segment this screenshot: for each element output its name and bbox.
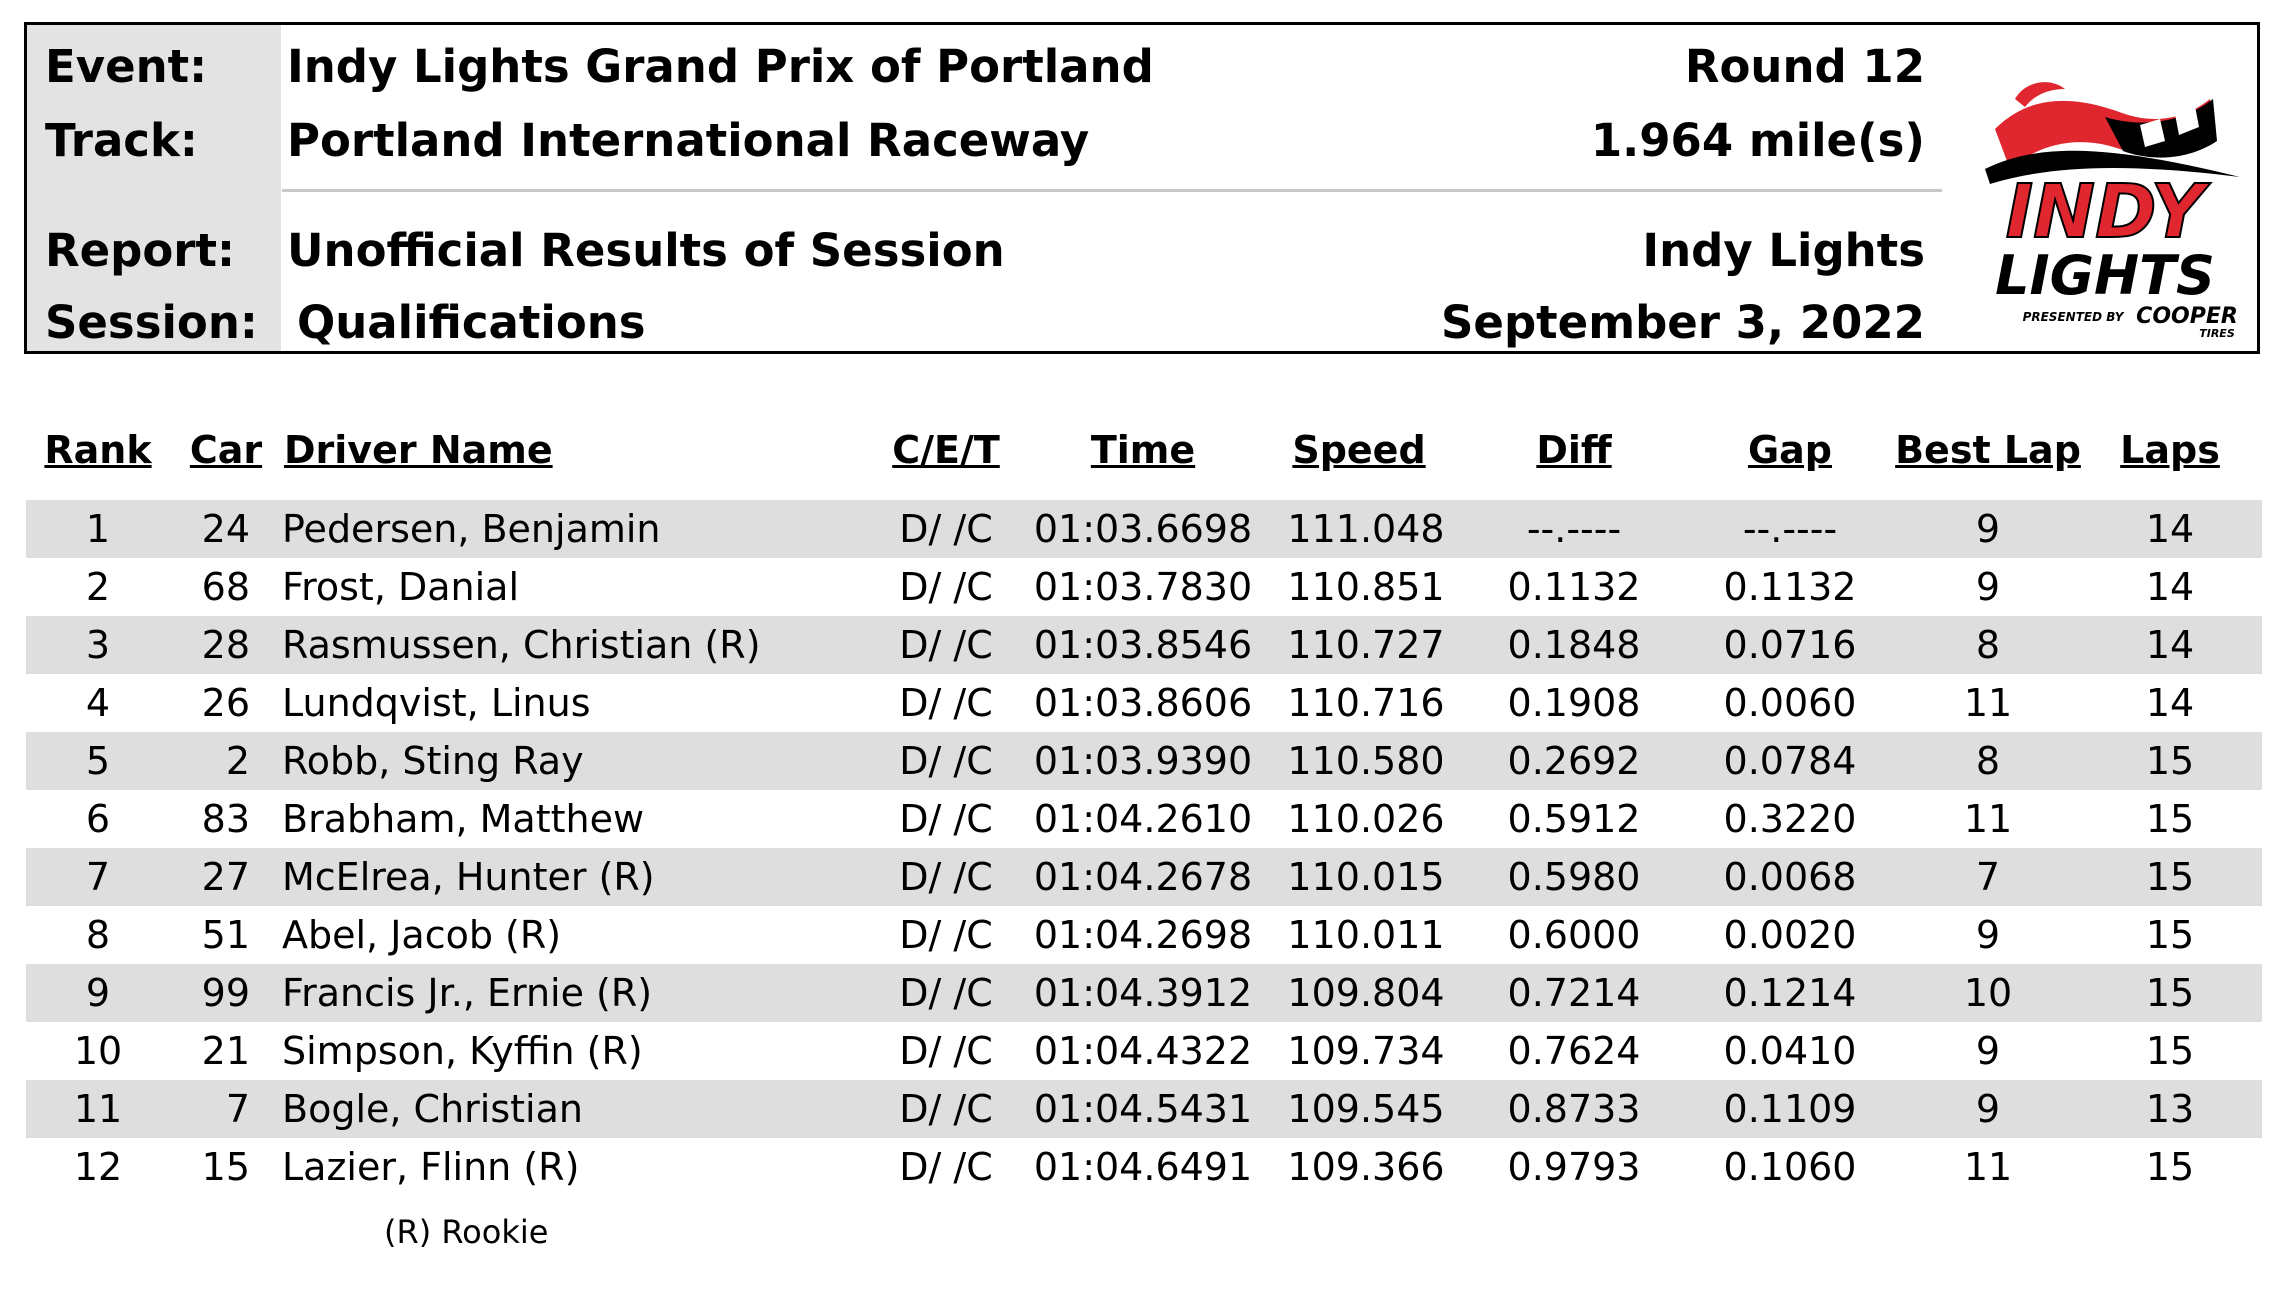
cet-cell: D/ /C <box>899 855 993 899</box>
gap-cell: 0.0410 <box>1723 1029 1857 1073</box>
driver-cell: Abel, Jacob (R) <box>282 913 562 957</box>
gap-cell: --.---- <box>1742 507 1838 551</box>
driver-cell: Bogle, Christian <box>282 1087 583 1131</box>
driver-cell: Rasmussen, Christian (R) <box>282 623 761 667</box>
gap-cell: 0.1214 <box>1723 971 1857 1015</box>
col-time-header: Time <box>1090 428 1196 472</box>
best-lap-cell: 9 <box>1975 1029 2001 1073</box>
car-cell: 15 <box>201 1145 250 1189</box>
diff-cell: 0.5912 <box>1507 797 1641 841</box>
rank-cell: 2 <box>85 565 111 609</box>
table-row <box>26 1080 2262 1138</box>
table-row <box>26 1022 2262 1080</box>
round-number: Round 12 <box>1684 40 1925 93</box>
col-rank-header: Rank <box>44 428 152 472</box>
time-cell: 01:03.7830 <box>1033 565 1253 609</box>
event-name: Indy Lights Grand Prix of Portland <box>287 40 1154 93</box>
table-row <box>26 732 2262 790</box>
speed-cell: 110.011 <box>1287 913 1445 957</box>
col-cet-header: C/E/T <box>892 428 1000 472</box>
laps-cell: 14 <box>2145 565 2195 609</box>
rank-cell: 7 <box>85 855 111 899</box>
col-speed-header: Speed <box>1292 428 1426 472</box>
driver-cell: McElrea, Hunter (R) <box>282 855 655 899</box>
col-best-lap-header: Best Lap <box>1895 428 2081 472</box>
time-cell: 01:03.9390 <box>1033 739 1253 783</box>
cet-cell: D/ /C <box>899 1145 993 1189</box>
driver-cell: Lundqvist, Linus <box>282 681 591 725</box>
time-cell: 01:04.3912 <box>1033 971 1253 1015</box>
cet-cell: D/ /C <box>899 739 993 783</box>
best-lap-cell: 10 <box>1963 971 2013 1015</box>
col-gap-header: Gap <box>1747 428 1833 472</box>
time-cell: 01:03.8606 <box>1033 681 1253 725</box>
best-lap-cell: 8 <box>1975 623 2001 667</box>
track-length: 1.964 mile(s) <box>1590 114 1925 167</box>
best-lap-cell: 9 <box>1975 507 2001 551</box>
rank-cell: 10 <box>73 1029 123 1073</box>
diff-cell: 0.1848 <box>1507 623 1641 667</box>
rank-cell: 11 <box>73 1087 123 1131</box>
driver-cell: Brabham, Matthew <box>282 797 645 841</box>
gap-cell: 0.3220 <box>1723 797 1857 841</box>
col-diff-header: Diff <box>1536 428 1612 472</box>
table-row <box>26 616 2262 674</box>
table-row <box>26 848 2262 906</box>
series-name: Indy Lights <box>1642 224 1925 277</box>
report-name: Unofficial Results of Session <box>287 224 1005 277</box>
car-cell: 68 <box>201 565 250 609</box>
rank-cell: 9 <box>85 971 111 1015</box>
speed-cell: 109.545 <box>1287 1087 1445 1131</box>
time-cell: 01:04.6491 <box>1033 1145 1253 1189</box>
rank-cell: 3 <box>85 623 111 667</box>
cet-cell: D/ /C <box>899 913 993 957</box>
table-row <box>26 1138 2262 1196</box>
laps-cell: 15 <box>2145 797 2195 841</box>
speed-cell: 109.804 <box>1287 971 1445 1015</box>
best-lap-cell: 11 <box>1963 1145 2013 1189</box>
laps-cell: 14 <box>2145 623 2195 667</box>
diff-cell: 0.1132 <box>1507 565 1641 609</box>
session-date: September 3, 2022 <box>1441 296 1925 349</box>
gap-cell: 0.1132 <box>1723 565 1857 609</box>
time-cell: 01:04.5431 <box>1033 1087 1253 1131</box>
table-row <box>26 674 2262 732</box>
speed-cell: 110.716 <box>1287 681 1445 725</box>
rank-cell: 1 <box>85 507 111 551</box>
laps-cell: 15 <box>2145 971 2195 1015</box>
session-name: Qualifications <box>297 296 646 349</box>
car-cell: 21 <box>201 1029 250 1073</box>
best-lap-cell: 8 <box>1975 739 2001 783</box>
best-lap-cell: 11 <box>1963 681 2013 725</box>
gap-cell: 0.1109 <box>1723 1087 1857 1131</box>
track-name: Portland International Raceway <box>287 114 1090 167</box>
laps-cell: 15 <box>2145 1029 2195 1073</box>
cet-cell: D/ /C <box>899 623 993 667</box>
car-cell: 83 <box>201 797 250 841</box>
gap-cell: 0.0716 <box>1723 623 1857 667</box>
car-cell: 99 <box>201 971 250 1015</box>
time-cell: 01:03.8546 <box>1033 623 1253 667</box>
laps-cell: 14 <box>2145 681 2195 725</box>
diff-cell: 0.1908 <box>1507 681 1641 725</box>
table-row <box>26 964 2262 1022</box>
car-cell: 27 <box>201 855 250 899</box>
car-cell: 51 <box>201 913 250 957</box>
time-cell: 01:03.6698 <box>1033 507 1253 551</box>
event-label: Event: <box>45 40 208 93</box>
gap-cell: 0.0020 <box>1723 913 1857 957</box>
table-row <box>26 906 2262 964</box>
session-header <box>24 22 2260 354</box>
cet-cell: D/ /C <box>899 507 993 551</box>
diff-cell: --.---- <box>1526 507 1622 551</box>
gap-cell: 0.0060 <box>1723 681 1857 725</box>
cet-cell: D/ /C <box>899 797 993 841</box>
col-laps-header: Laps <box>2120 428 2220 472</box>
gap-cell: 0.0068 <box>1723 855 1857 899</box>
laps-cell: 13 <box>2145 1087 2195 1131</box>
speed-cell: 111.048 <box>1287 507 1445 551</box>
time-cell: 01:04.2678 <box>1033 855 1253 899</box>
track-label: Track: <box>45 114 198 167</box>
cet-cell: D/ /C <box>899 565 993 609</box>
speed-cell: 110.851 <box>1287 565 1445 609</box>
best-lap-cell: 9 <box>1975 913 2001 957</box>
gap-cell: 0.0784 <box>1723 739 1857 783</box>
header-divider <box>282 189 1942 192</box>
col-car-header: Car <box>189 428 263 472</box>
speed-cell: 110.026 <box>1287 797 1445 841</box>
logo-indy-text: INDY <box>2005 169 2205 255</box>
cet-cell: D/ /C <box>899 1029 993 1073</box>
car-cell: 26 <box>201 681 250 725</box>
diff-cell: 0.7214 <box>1507 971 1641 1015</box>
table-row <box>26 790 2262 848</box>
driver-cell: Frost, Danial <box>282 565 520 609</box>
diff-cell: 0.8733 <box>1507 1087 1641 1131</box>
rookie-footnote: (R) Rookie <box>384 1213 549 1251</box>
laps-cell: 15 <box>2145 1145 2195 1189</box>
cet-cell: D/ /C <box>899 971 993 1015</box>
car-cell: 24 <box>201 507 250 551</box>
best-lap-cell: 9 <box>1975 1087 2001 1131</box>
car-cell: 7 <box>225 1087 250 1131</box>
rank-cell: 4 <box>85 681 111 725</box>
car-cell: 28 <box>201 623 250 667</box>
diff-cell: 0.5980 <box>1507 855 1641 899</box>
car-cell: 2 <box>225 739 250 783</box>
best-lap-cell: 7 <box>1975 855 2001 899</box>
diff-cell: 0.2692 <box>1507 739 1641 783</box>
diff-cell: 0.7624 <box>1507 1029 1641 1073</box>
speed-cell: 109.734 <box>1287 1029 1445 1073</box>
rank-cell: 5 <box>85 739 111 783</box>
indy-lights-logo <box>1955 59 2255 339</box>
speed-cell: 110.580 <box>1287 739 1445 783</box>
cet-cell: D/ /C <box>899 1087 993 1131</box>
laps-cell: 15 <box>2145 855 2195 899</box>
laps-cell: 14 <box>2145 507 2195 551</box>
time-cell: 01:04.2698 <box>1033 913 1253 957</box>
driver-cell: Simpson, Kyffin (R) <box>282 1029 643 1073</box>
driver-cell: Lazier, Flinn (R) <box>282 1145 580 1189</box>
speed-cell: 110.015 <box>1287 855 1445 899</box>
col-driver-header: Driver Name <box>284 428 553 472</box>
results-table-header <box>0 420 2284 480</box>
table-row <box>26 500 2262 558</box>
time-cell: 01:04.4322 <box>1033 1029 1253 1073</box>
speed-cell: 109.366 <box>1287 1145 1445 1189</box>
session-label: Session: <box>45 296 258 349</box>
logo-sponsor: COOPER <box>2136 304 2238 329</box>
speed-cell: 110.727 <box>1287 623 1445 667</box>
best-lap-cell: 9 <box>1975 565 2001 609</box>
driver-cell: Pedersen, Benjamin <box>282 507 661 551</box>
laps-cell: 15 <box>2145 739 2195 783</box>
rank-cell: 6 <box>85 797 111 841</box>
best-lap-cell: 11 <box>1963 797 2013 841</box>
laps-cell: 15 <box>2145 913 2195 957</box>
cet-cell: D/ /C <box>899 681 993 725</box>
table-row <box>26 558 2262 616</box>
time-cell: 01:04.2610 <box>1033 797 1253 841</box>
logo-lights-text: LIGHTS <box>1995 244 2215 307</box>
report-label: Report: <box>45 224 235 277</box>
gap-cell: 0.1060 <box>1723 1145 1857 1189</box>
rank-cell: 12 <box>73 1145 123 1189</box>
logo-sponsor-sub: TIRES <box>2199 327 2235 339</box>
rank-cell: 8 <box>85 913 111 957</box>
results-table-body <box>26 500 2262 1196</box>
logo-presented-by: PRESENTED BY <box>2022 310 2124 324</box>
diff-cell: 0.6000 <box>1507 913 1641 957</box>
diff-cell: 0.9793 <box>1507 1145 1641 1189</box>
driver-cell: Francis Jr., Ernie (R) <box>282 971 653 1015</box>
driver-cell: Robb, Sting Ray <box>282 739 584 783</box>
